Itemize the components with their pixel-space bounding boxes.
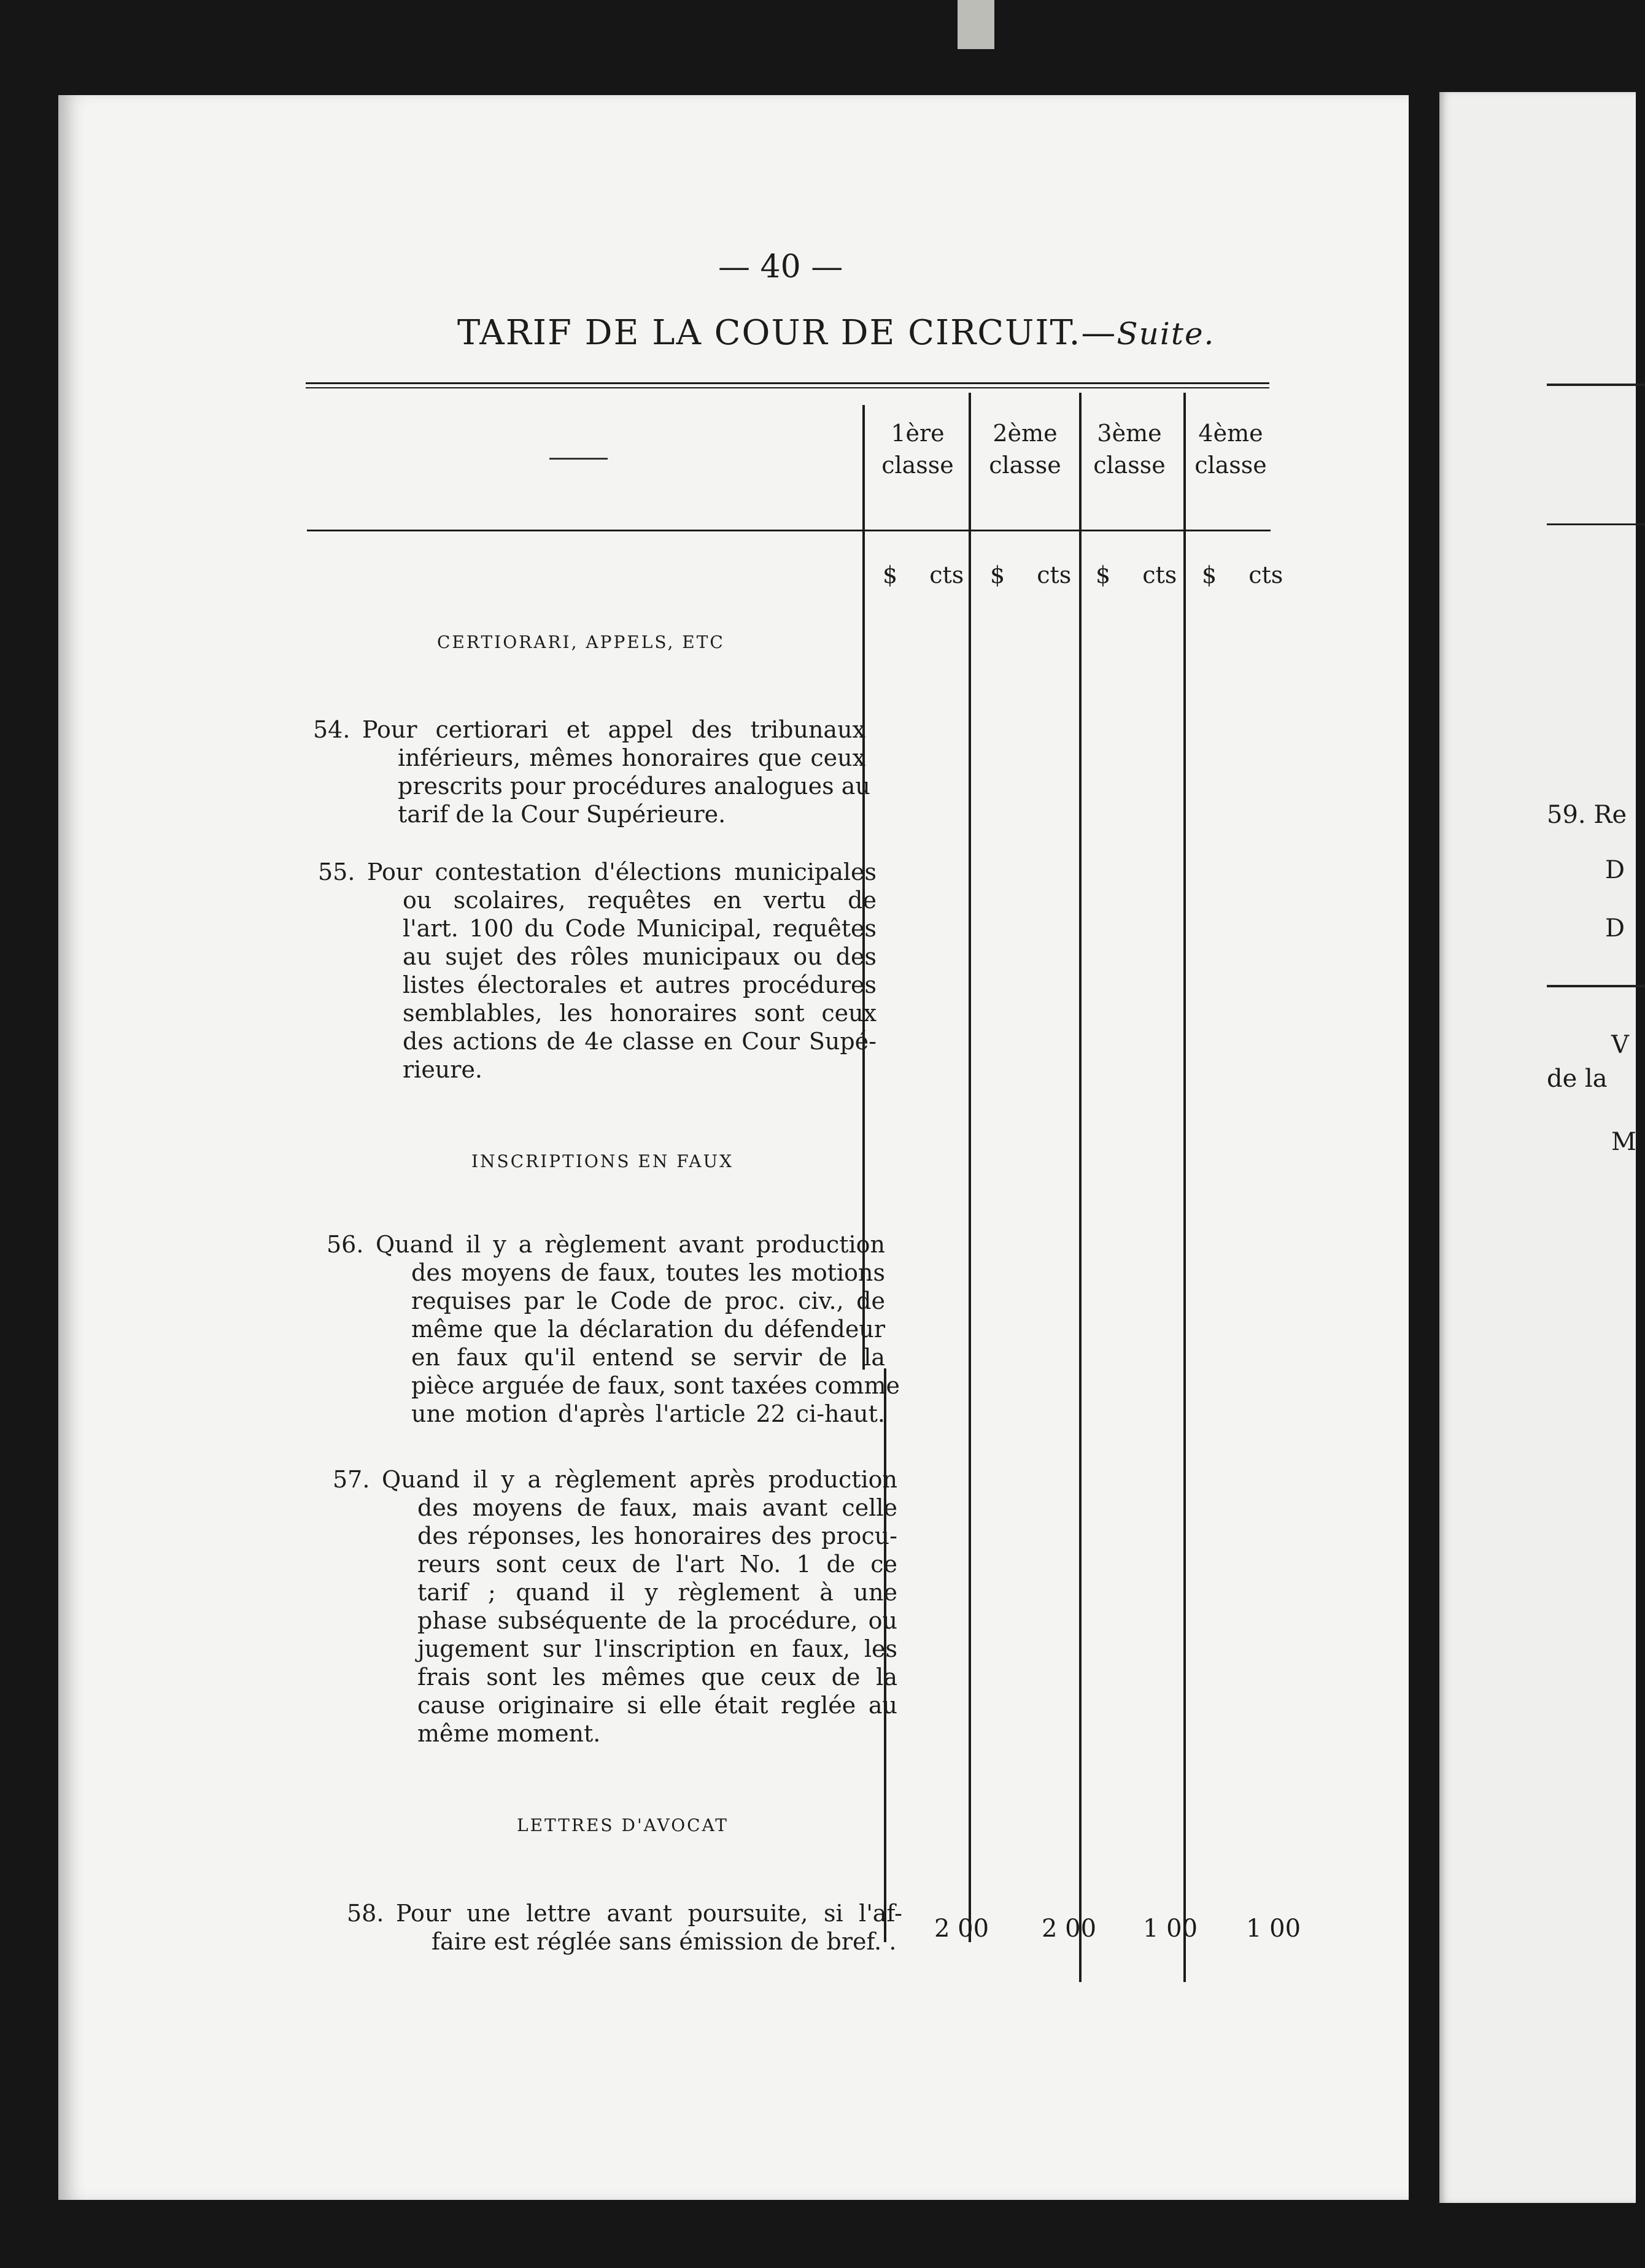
top-rule-1 <box>306 382 1269 384</box>
section-heading-certiorari: CERTIORARI, APPELS, ETC <box>437 632 725 652</box>
value-class-3: 1 00 <box>1143 1915 1198 1943</box>
section-heading-inscriptions: INSCRIPTIONS EN FAUX <box>471 1151 734 1171</box>
unit-label-1: $ cts <box>883 561 964 588</box>
column-header-3: 3ème classe <box>1093 420 1166 479</box>
entry-number: 58. <box>347 1900 384 1927</box>
top-rule-2 <box>306 387 1269 388</box>
unit-label-2: $ cts <box>990 561 1072 588</box>
entry-54: 54. Pour certiorari et appel des tribunaux inférieurs, mêmes honoraires que ceux prescrits pour procédures analogues au tarif de la Cour Supérieure. <box>313 716 870 828</box>
page-number: — 40 — <box>718 249 843 285</box>
unit-label-4: $ cts <box>1202 561 1283 588</box>
entry-number: 55. <box>318 858 355 885</box>
title-main: TARIF DE LA COUR DE CIRCUIT.— <box>457 313 1117 353</box>
entry-number: 54. <box>313 716 350 743</box>
entry-56: 56. Quand il y a règlement avant production des moyens de faux, toutes les motions requises par le Code de proc. civ., de même que la déclaration du défendeur en faux qu'il entend se servir de la pièce arguée de faux, sont taxées comme une motion d'après l'article 22 ci-haut. <box>327 1231 900 1427</box>
column-header-1: 1ère classe <box>881 420 954 479</box>
entry-number: 57. <box>333 1466 370 1493</box>
adjacent-page <box>1439 92 1636 2203</box>
value-class-1: 2 00 <box>934 1915 989 1943</box>
fragment-59: 59. Re <box>1547 801 1627 829</box>
title-suffix: Suite. <box>1117 316 1215 352</box>
column-header-2: 2ème classe <box>989 420 1061 479</box>
header-rule <box>307 530 1271 531</box>
entry-58: 58. Pour une lettre avant poursuite, si l'af- faire est réglée sans émission de bref. . <box>347 1900 902 1955</box>
header-dash <box>549 458 608 460</box>
page-title <box>457 313 1215 353</box>
column-rule-2 <box>969 393 971 1942</box>
fragment-d2: D <box>1605 914 1625 943</box>
column-rule-4 <box>1183 393 1186 1982</box>
entry-57: 57. Quand il y a règlement après production des moyens de faux, mais avant celle des réponses, les honoraires des procu- reurs sont ceux de l'art No. 1 de ce tarif ; quand il y règlement à une phase subséquente de la procédure, ou jugement sur l'inscription en faux, les frais sont les mêmes que ceux de la cause originaire si elle était reglée au même moment. <box>333 1466 897 1747</box>
value-class-2: 2 00 <box>1042 1915 1097 1943</box>
entry-55: 55. Pour contestation d'élections municipales ou scolaires, requêtes en vertu de l'art. 100 du Code Municipal, requêtes au sujet des rôles municipaux ou des listes électorales et autres procédures semblables, les honoraires sont ceux des actions de 4e classe en Cour Supé- rieure. <box>318 858 877 1083</box>
column-header-4: 4ème classe <box>1194 420 1267 479</box>
paper-tear <box>958 0 994 49</box>
column-rule-3 <box>1079 393 1082 1982</box>
fragment-d1: D <box>1605 856 1625 884</box>
unit-label-3: $ cts <box>1096 561 1177 588</box>
document-page <box>58 95 1409 2200</box>
fragment-de-la: de la <box>1547 1065 1608 1093</box>
fragment-v: V <box>1611 1031 1629 1059</box>
fragment-m: M <box>1611 1128 1636 1156</box>
entry-number: 56. <box>327 1231 364 1258</box>
section-heading-lettres: LETTRES D'AVOCAT <box>517 1815 729 1835</box>
value-class-4: 1 00 <box>1246 1915 1301 1943</box>
